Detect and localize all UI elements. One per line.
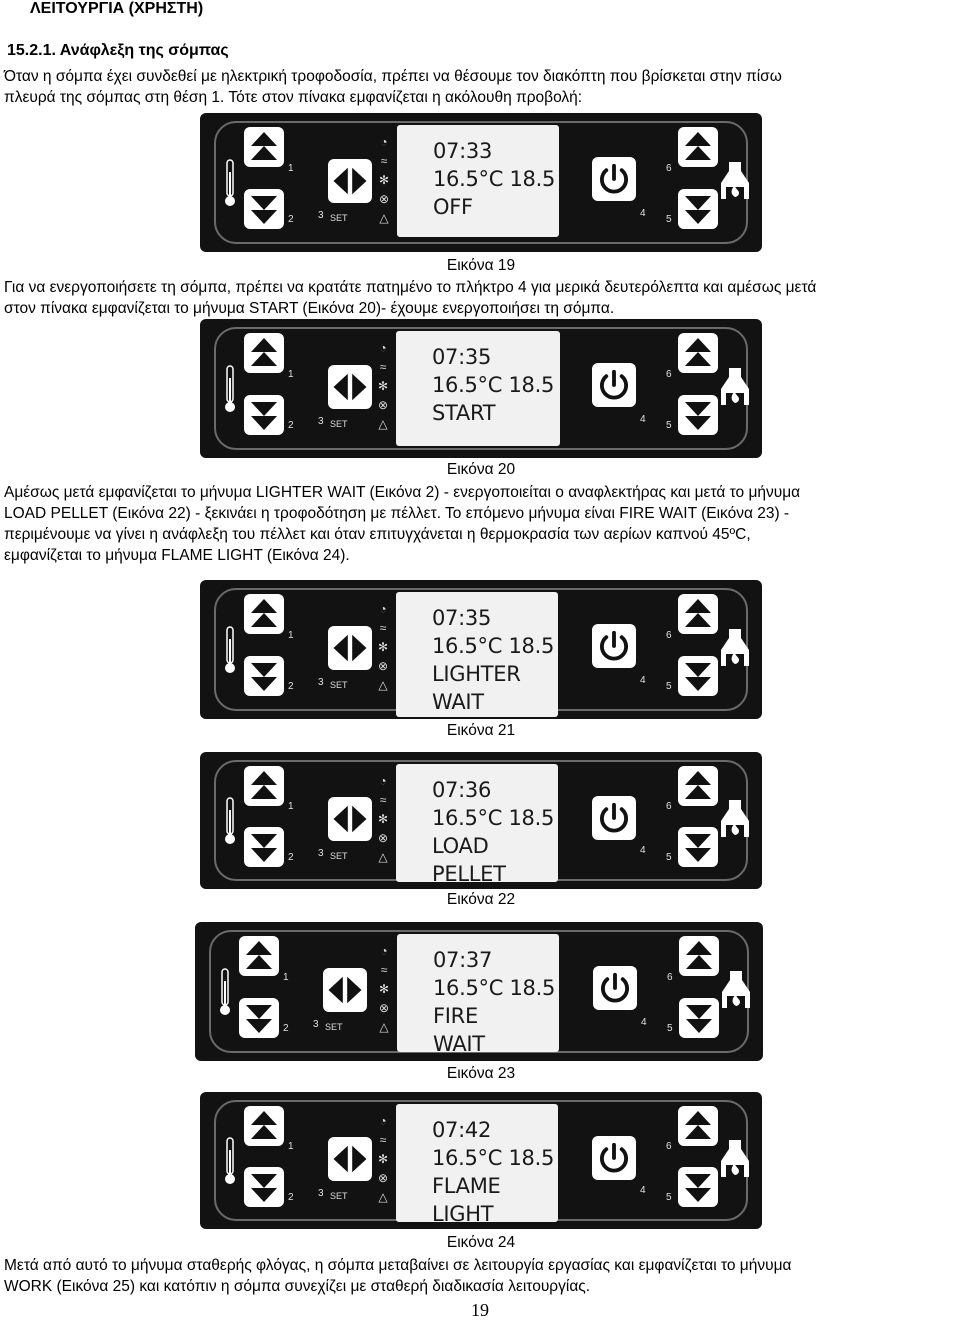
lcd-status-line1: LIGHTER <box>432 662 521 686</box>
lcd-status-line1: START <box>432 401 496 425</box>
figure-20 <box>200 319 762 458</box>
fan-icon: ✻ <box>378 982 390 996</box>
key-number-2: 2 <box>288 852 294 863</box>
fan-icon: ✻ <box>377 379 389 393</box>
key-number-2: 2 <box>288 681 294 693</box>
lcd-status-line1: FLAME <box>432 1174 501 1198</box>
p2-line2: στον πίνακα εμφανίζεται το μήνυμα START (Εικόνα 20)- έχουμε ενεργοποιήσει τη σόμπα. <box>4 300 615 317</box>
key-number-4: 4 <box>640 1185 646 1197</box>
key-number-4: 4 <box>640 413 646 425</box>
down-right-button[interactable] <box>678 827 718 867</box>
down-right-button[interactable] <box>678 656 718 696</box>
figure-24 <box>200 1092 762 1229</box>
page-header: ΛΕΙΤΟΥΡΓΙΑ (ΧΡΗΣΤΗ) <box>30 0 204 17</box>
fireplace-icon <box>718 628 752 668</box>
fireplace-icon <box>719 970 753 1010</box>
lcd-temperatures: 16.5°C 18.5 <box>433 167 556 191</box>
caption-24: Εικόνα 24 <box>446 1234 516 1251</box>
figure-19 <box>200 113 762 252</box>
up-right-button[interactable] <box>678 127 718 167</box>
status-icons <box>374 339 392 434</box>
lcd-display <box>396 1104 558 1226</box>
key-number-1: 1 <box>283 972 289 984</box>
key-number-5: 5 <box>667 1023 673 1035</box>
thermometer-icon <box>224 1136 236 1186</box>
lcd-display <box>397 934 559 1056</box>
up-button[interactable] <box>244 766 284 806</box>
left-right-button[interactable] <box>328 365 372 409</box>
down-button[interactable] <box>244 1167 284 1207</box>
key-number-3: 3 <box>318 677 324 689</box>
key-number-1: 1 <box>288 1141 294 1153</box>
clock-icon: ◔ <box>379 341 387 355</box>
power-button[interactable] <box>592 1136 636 1180</box>
caption-21: Εικόνα 21 <box>446 722 516 739</box>
status-icons <box>375 942 393 1037</box>
warning-icon: △ <box>379 1020 389 1034</box>
lcd-status-line1: LOAD <box>432 834 489 858</box>
page-number: 19 <box>471 1300 489 1320</box>
key-number-2: 2 <box>283 1023 289 1035</box>
lcd-display <box>397 125 559 237</box>
pump-icon: ⊗ <box>377 1171 389 1185</box>
key-number-4: 4 <box>641 1016 647 1028</box>
resistance-icon: ≈ <box>379 621 387 635</box>
lcd-status-line1: OFF <box>433 195 473 219</box>
lcd-status-line2: WAIT <box>433 1032 485 1056</box>
p4-line1: Μετά από αυτό το μήνυμα σταθερής φλόγας, η σόμπα μεταβαίνει σε λειτουργία εργασίας και εμφανίζεται το μήνυμα <box>4 1257 792 1274</box>
set-label: SET <box>330 680 348 691</box>
lcd-status-line1: FIRE <box>433 1004 478 1028</box>
left-right-button[interactable] <box>328 159 372 203</box>
power-button[interactable] <box>592 624 636 668</box>
pump-icon: ⊗ <box>378 1001 390 1015</box>
warning-icon: △ <box>378 678 388 692</box>
resistance-icon: ≈ <box>380 963 388 977</box>
status-icons <box>374 772 392 867</box>
caption-19: Εικόνα 19 <box>446 257 516 274</box>
fan-icon: ✻ <box>377 640 389 654</box>
thermometer-icon <box>224 364 236 414</box>
lcd-temperatures: 16.5°C 18.5 <box>433 976 556 1000</box>
paragraph-2 <box>4 277 958 319</box>
key-number-1: 1 <box>288 163 294 175</box>
clock-icon: ◔ <box>379 602 387 616</box>
p1-line1: Όταν η σόμπα έχει συνδεθεί με ηλεκτρική τροφοδοσία, πρέπει να θέσουμε τον διακόπτη που βρίσκεται στην πίσω <box>4 68 782 85</box>
figure-22 <box>200 752 762 889</box>
up-button[interactable] <box>239 936 279 976</box>
set-label: SET <box>325 1022 343 1033</box>
key-number-3: 3 <box>318 416 324 428</box>
left-right-button[interactable] <box>323 968 367 1012</box>
lcd-status-line2: WAIT <box>432 690 484 714</box>
key-number-2: 2 <box>288 420 294 432</box>
caption-20: Εικόνα 20 <box>446 461 516 478</box>
resistance-icon: ≈ <box>379 1133 387 1147</box>
key-number-2: 2 <box>288 214 294 226</box>
down-button[interactable] <box>244 827 284 867</box>
lcd-time: 07:35 <box>432 606 492 630</box>
lcd-temperatures: 16.5°C 18.5 <box>432 1146 555 1170</box>
p3-line4: εμφανίζεται το μήνυμα FLAME LIGHT (Εικόνα 24). <box>4 547 350 564</box>
lcd-temperatures: 16.5°C 18.5 <box>432 373 555 397</box>
key-number-4: 4 <box>640 674 646 686</box>
p1-line2: πλευρά της σόμπας στη θέση 1. Τότε στον πίνακα εμφανίζεται η ακόλουθη προβολή: <box>4 89 583 106</box>
up-button[interactable] <box>244 1106 284 1146</box>
resistance-icon: ≈ <box>380 154 388 168</box>
set-label: SET <box>330 419 348 430</box>
key-number-5: 5 <box>666 681 672 693</box>
thermometer-icon <box>219 967 231 1017</box>
paragraph-3 <box>4 482 958 566</box>
down-right-button[interactable] <box>678 189 718 229</box>
thermometer-icon <box>224 158 236 208</box>
set-label: SET <box>330 850 348 861</box>
resistance-icon: ≈ <box>379 360 387 374</box>
key-number-6: 6 <box>666 801 672 813</box>
paragraph-4 <box>4 1255 958 1297</box>
down-right-button[interactable] <box>678 1167 718 1207</box>
down-button[interactable] <box>239 998 279 1038</box>
lcd-display <box>396 764 558 886</box>
up-button[interactable] <box>244 333 284 373</box>
key-number-6: 6 <box>666 1141 672 1153</box>
key-number-5: 5 <box>666 852 672 863</box>
lcd-temperatures: 16.5°C 18.5 <box>432 634 555 658</box>
fireplace-icon <box>718 799 752 839</box>
clock-icon: ◔ <box>380 944 388 958</box>
key-number-5: 5 <box>666 214 672 226</box>
key-number-6: 6 <box>666 630 672 642</box>
lcd-display <box>396 592 558 717</box>
up-right-button[interactable] <box>679 936 719 976</box>
key-number-4: 4 <box>640 207 646 219</box>
up-button[interactable] <box>244 594 284 634</box>
figure-23 <box>195 922 763 1061</box>
section-title: 15.2.1. Ανάφλεξη της σόμπας <box>7 42 229 59</box>
warning-icon: △ <box>378 1190 388 1204</box>
key-number-5: 5 <box>666 420 672 432</box>
lcd-display <box>396 331 560 446</box>
left-right-button[interactable] <box>328 1137 372 1181</box>
power-button[interactable] <box>592 796 636 840</box>
down-button[interactable] <box>244 395 284 435</box>
set-label: SET <box>330 1190 348 1201</box>
fireplace-icon <box>718 367 752 407</box>
up-right-button[interactable] <box>678 594 718 634</box>
warning-icon: △ <box>379 211 389 225</box>
lcd-time: 07:35 <box>432 345 492 369</box>
pump-icon: ⊗ <box>377 398 389 412</box>
caption-23: Εικόνα 23 <box>446 1065 516 1082</box>
fireplace-icon <box>718 1139 752 1179</box>
lcd-time: 07:37 <box>433 948 493 972</box>
set-label: SET <box>330 213 348 224</box>
figure-21 <box>200 580 762 719</box>
status-icons <box>374 1112 392 1207</box>
p3-line1: Αμέσως μετά εμφανίζεται το μήνυμα LIGHTER WAIT (Εικόνα 2) - ενεργοποιείται ο αναφλεκτήρας και μετά το μήνυμα <box>4 484 801 501</box>
key-number-6: 6 <box>667 972 673 984</box>
fan-icon: ✻ <box>377 1152 389 1166</box>
key-number-6: 6 <box>666 369 672 381</box>
power-button[interactable] <box>592 363 636 407</box>
fan-icon: ✻ <box>377 812 389 826</box>
left-right-button[interactable] <box>328 797 372 841</box>
warning-icon: △ <box>378 417 388 431</box>
status-icons <box>375 133 393 228</box>
key-number-3: 3 <box>313 1019 319 1031</box>
up-right-button[interactable] <box>678 766 718 806</box>
caption-22: Εικόνα 22 <box>446 891 516 908</box>
lcd-time: 07:36 <box>432 778 492 802</box>
left-right-button[interactable] <box>328 626 372 670</box>
pump-icon: ⊗ <box>377 831 389 845</box>
key-number-1: 1 <box>288 801 294 813</box>
down-right-button[interactable] <box>678 395 718 435</box>
power-button[interactable] <box>592 157 636 201</box>
key-number-4: 4 <box>640 845 646 857</box>
lcd-time: 07:42 <box>432 1118 492 1142</box>
pump-icon: ⊗ <box>377 659 389 673</box>
key-number-3: 3 <box>318 210 324 222</box>
key-number-3: 3 <box>318 847 324 859</box>
up-right-button[interactable] <box>678 333 718 373</box>
thermometer-icon <box>224 796 236 846</box>
key-number-3: 3 <box>318 1187 324 1199</box>
key-number-1: 1 <box>288 369 294 381</box>
fan-icon: ✻ <box>378 173 390 187</box>
p4-line2: WORK (Εικόνα 25) και κατόπιν η σόμπα συνεχίζει με σταθερή διαδικασία λειτουργίας. <box>4 1278 591 1295</box>
key-number-1: 1 <box>288 630 294 642</box>
power-button[interactable] <box>593 966 637 1010</box>
clock-icon: ◔ <box>380 135 388 149</box>
up-right-button[interactable] <box>678 1106 718 1146</box>
p2-line1: Για να ενεργοποιήσετε τη σόμπα, πρέπει να κρατάτε πατημένο το πλήκτρο 4 για μερικά δευτερόλεπτα και αμέσως μετά <box>4 279 817 296</box>
lcd-status-line2: LIGHT <box>432 1202 494 1226</box>
up-button[interactable] <box>244 127 284 167</box>
lcd-status-line2: PELLET <box>432 862 506 886</box>
paragraph-1 <box>4 66 958 108</box>
lcd-temperatures: 16.5°C 18.5 <box>432 806 555 830</box>
status-icons <box>374 600 392 695</box>
down-button[interactable] <box>244 189 284 229</box>
down-right-button[interactable] <box>679 998 719 1038</box>
resistance-icon: ≈ <box>379 793 387 807</box>
clock-icon: ◔ <box>379 1114 387 1128</box>
key-number-2: 2 <box>288 1192 294 1203</box>
warning-icon: △ <box>378 850 388 864</box>
pump-icon: ⊗ <box>378 192 390 206</box>
p3-line3: περιμένουμε να γίνει η ανάφλεξη του πέλλετ και όταν επιτυγχάνεται η θερμοκρασία των αερίων καπνού 45ºC, <box>4 526 751 543</box>
clock-icon: ◔ <box>379 774 387 788</box>
key-number-6: 6 <box>666 163 672 175</box>
fireplace-icon <box>718 161 752 201</box>
lcd-time: 07:33 <box>433 139 493 163</box>
thermometer-icon <box>224 625 236 675</box>
p3-line2: LOAD PELLET (Εικόνα 22) - ξεκινάει η τροφοδότηση με πέλλετ. Το επόμενο μήνυμα είναι FIRE WAIT (Εικόνα 23) - <box>4 505 790 522</box>
key-number-5: 5 <box>666 1192 672 1203</box>
down-button[interactable] <box>244 656 284 696</box>
